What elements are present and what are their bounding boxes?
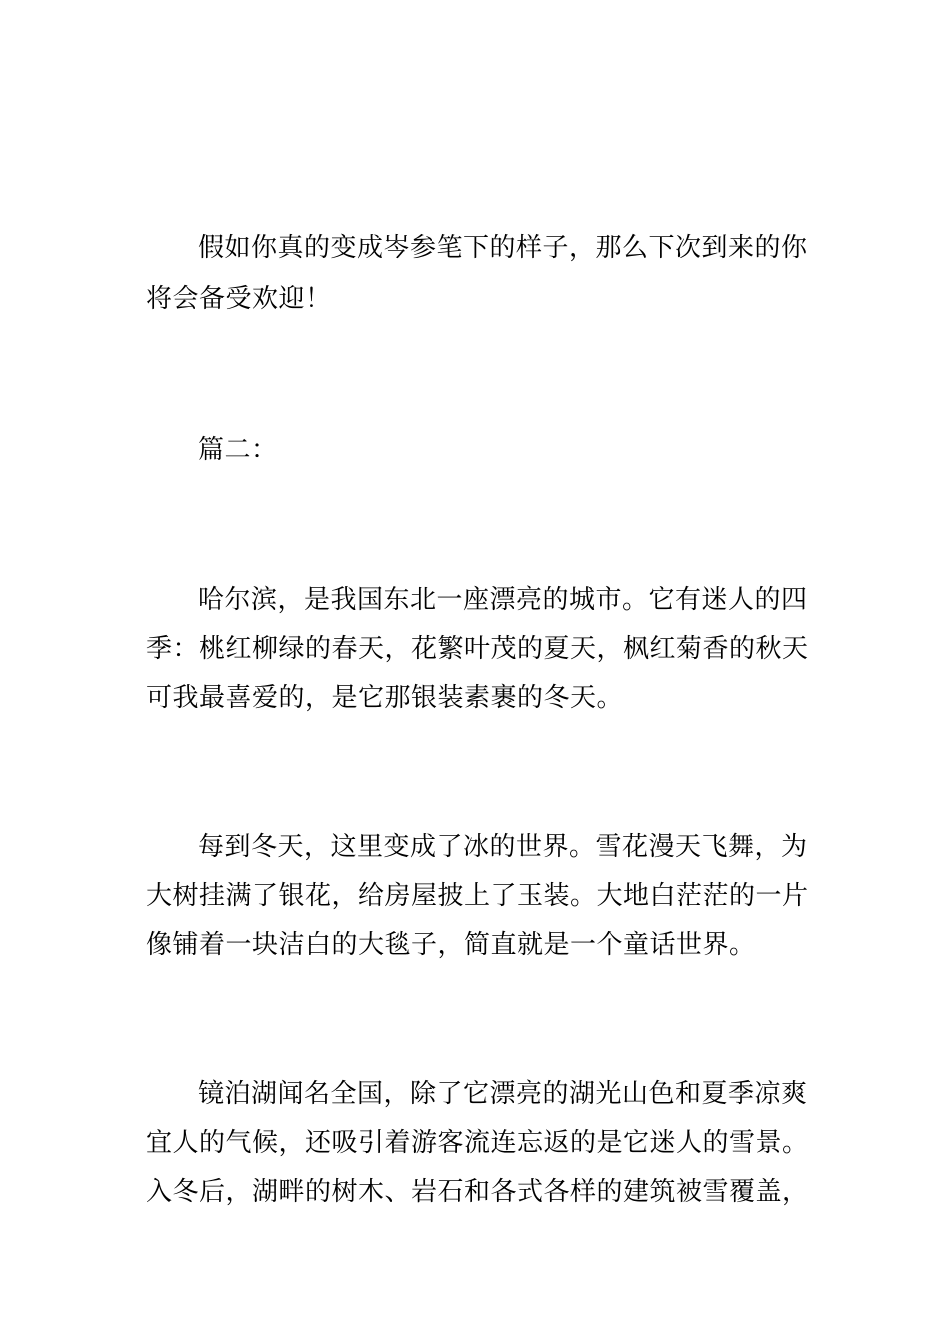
paragraph-line: 季：桃红柳绿的春天，花繁叶茂的夏天，枫红菊香的秋天: [146, 634, 809, 664]
paragraph-line: 宜人的气候，还吸引着游客流连忘返的是它迷人的雪景。: [146, 1128, 809, 1158]
paragraph-line: 可我最喜爱的，是它那银装素裹的冬天。: [146, 683, 624, 713]
paragraph-line: 入冬后，湖畔的树木、岩石和各式各样的建筑被雪覆盖，: [146, 1177, 809, 1207]
paragraph-line: 假如你真的变成岑参笔下的样子，那么下次到来的你: [198, 233, 808, 263]
paragraph-line: 篇二：: [198, 435, 278, 465]
paragraph-line: 哈尔滨，是我国东北一座漂亮的城市。它有迷人的四: [198, 585, 808, 615]
paragraph-line: 大树挂满了银花，给房屋披上了玉装。大地白茫茫的一片: [146, 881, 809, 911]
paragraph-line: 镜泊湖闻名全国，除了它漂亮的湖光山色和夏季凉爽: [198, 1079, 808, 1109]
paragraph-line: 将会备受欢迎！: [146, 284, 332, 314]
paragraph-line: 每到冬天，这里变成了冰的世界。雪花漫天飞舞，为: [198, 832, 808, 862]
paragraph-line: 像铺着一块洁白的大毯子，简直就是一个童话世界。: [146, 930, 756, 960]
